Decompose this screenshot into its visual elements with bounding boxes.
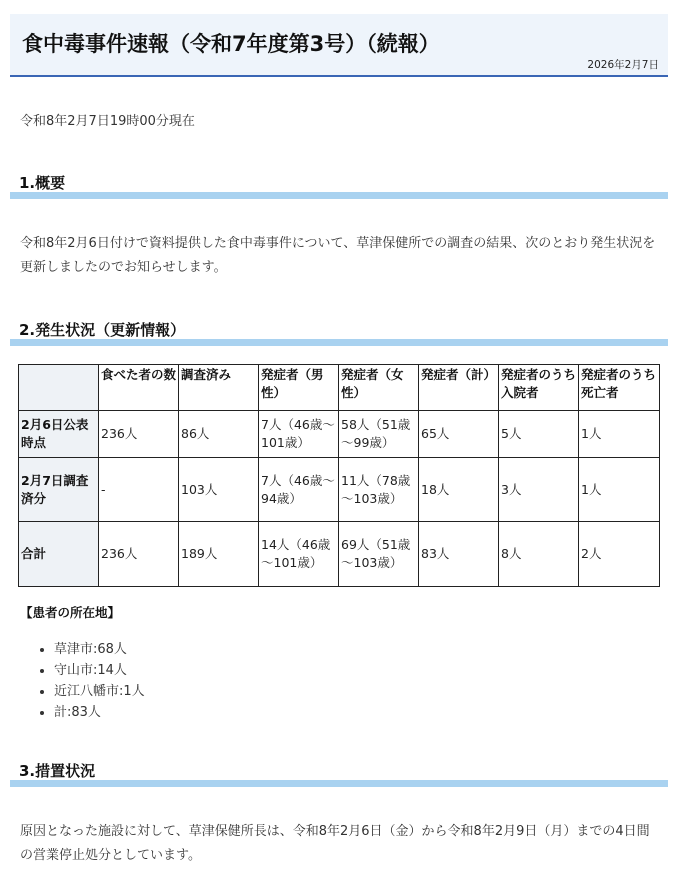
table-row-label: 2月7日調査済分	[19, 458, 99, 522]
table-cell: 65人	[419, 411, 499, 458]
overview-text: 令和8年2月6日付けで資料提供した食中毒事件について、草津保健所での調査の結果、次のとおり発生状況を更新しましたのでお知らせします。	[20, 236, 656, 275]
section-heading-measures	[10, 759, 668, 787]
table-row	[19, 458, 660, 522]
table-header-cell: 発症者（計）	[419, 365, 499, 411]
section-heading-overview-label: 1.概要	[19, 174, 66, 192]
table-row-label: 合計	[19, 522, 99, 587]
table-cell: -	[99, 458, 179, 522]
list-item: • 近江八幡市:1人	[54, 681, 145, 702]
table-cell: 18人	[419, 458, 499, 522]
table-header-row	[19, 365, 660, 411]
table-cell: 236人	[99, 411, 179, 458]
publish-date: 2026年2月7日	[587, 59, 659, 71]
table-cell: 5人	[499, 411, 579, 458]
table-row	[19, 522, 660, 587]
measures-text: 原因となった施設に対して、草津保健所長は、令和8年2月6日（金）から令和8年2月9日（月）までの4日間の営業停止処分としています。	[20, 824, 650, 863]
list-item: • 草津市:68人	[54, 639, 145, 660]
table-header-cell	[19, 365, 99, 411]
table-cell: 11人（78歳～103歳）	[339, 458, 419, 522]
title-box	[10, 14, 668, 77]
list-item: • 計:83人	[54, 702, 145, 723]
table-header-cell: 発症者のうち入院者	[499, 365, 579, 411]
table-row	[19, 411, 660, 458]
table-header-cell: 発症者（女性）	[339, 365, 419, 411]
list-item: • 守山市:14人	[54, 660, 145, 681]
outbreak-status-table	[18, 364, 660, 587]
table-cell: 86人	[179, 411, 259, 458]
table-cell: 58人（51歳～99歳）	[339, 411, 419, 458]
as-of-text: 令和8年2月7日19時00分現在	[20, 114, 195, 129]
table-cell: 69人（51歳～103歳）	[339, 522, 419, 587]
table-cell: 3人	[499, 458, 579, 522]
table-cell: 7人（46歳～101歳）	[259, 411, 339, 458]
patient-location-heading: 【患者の所在地】	[20, 605, 121, 620]
table-cell: 2人	[579, 522, 660, 587]
table-cell: 189人	[179, 522, 259, 587]
table-cell: 7人（46歳～94歳）	[259, 458, 339, 522]
table-cell: 236人	[99, 522, 179, 587]
table-cell: 1人	[579, 458, 660, 522]
page-title: 食中毒事件速報（令和7年度第3号）（続報）	[22, 32, 440, 56]
section-heading-measures-label: 3.措置状況	[19, 762, 96, 780]
table-header-cell: 食べた者の数	[99, 365, 179, 411]
table-cell: 83人	[419, 522, 499, 587]
table-cell: 14人（46歳～101歳）	[259, 522, 339, 587]
table-header-cell: 発症者のうち死亡者	[579, 365, 660, 411]
table-header-cell: 調査済み	[179, 365, 259, 411]
table-row-label: 2月6日公表時点	[19, 411, 99, 458]
table-cell: 103人	[179, 458, 259, 522]
table-cell: 1人	[579, 411, 660, 458]
section-heading-overview	[10, 171, 668, 199]
table-cell: 8人	[499, 522, 579, 587]
patient-location-list	[38, 639, 145, 723]
section-heading-status-label: 2.発生状況（更新情報）	[19, 321, 186, 339]
table-header-cell: 発症者（男性）	[259, 365, 339, 411]
section-heading-status	[10, 318, 668, 346]
